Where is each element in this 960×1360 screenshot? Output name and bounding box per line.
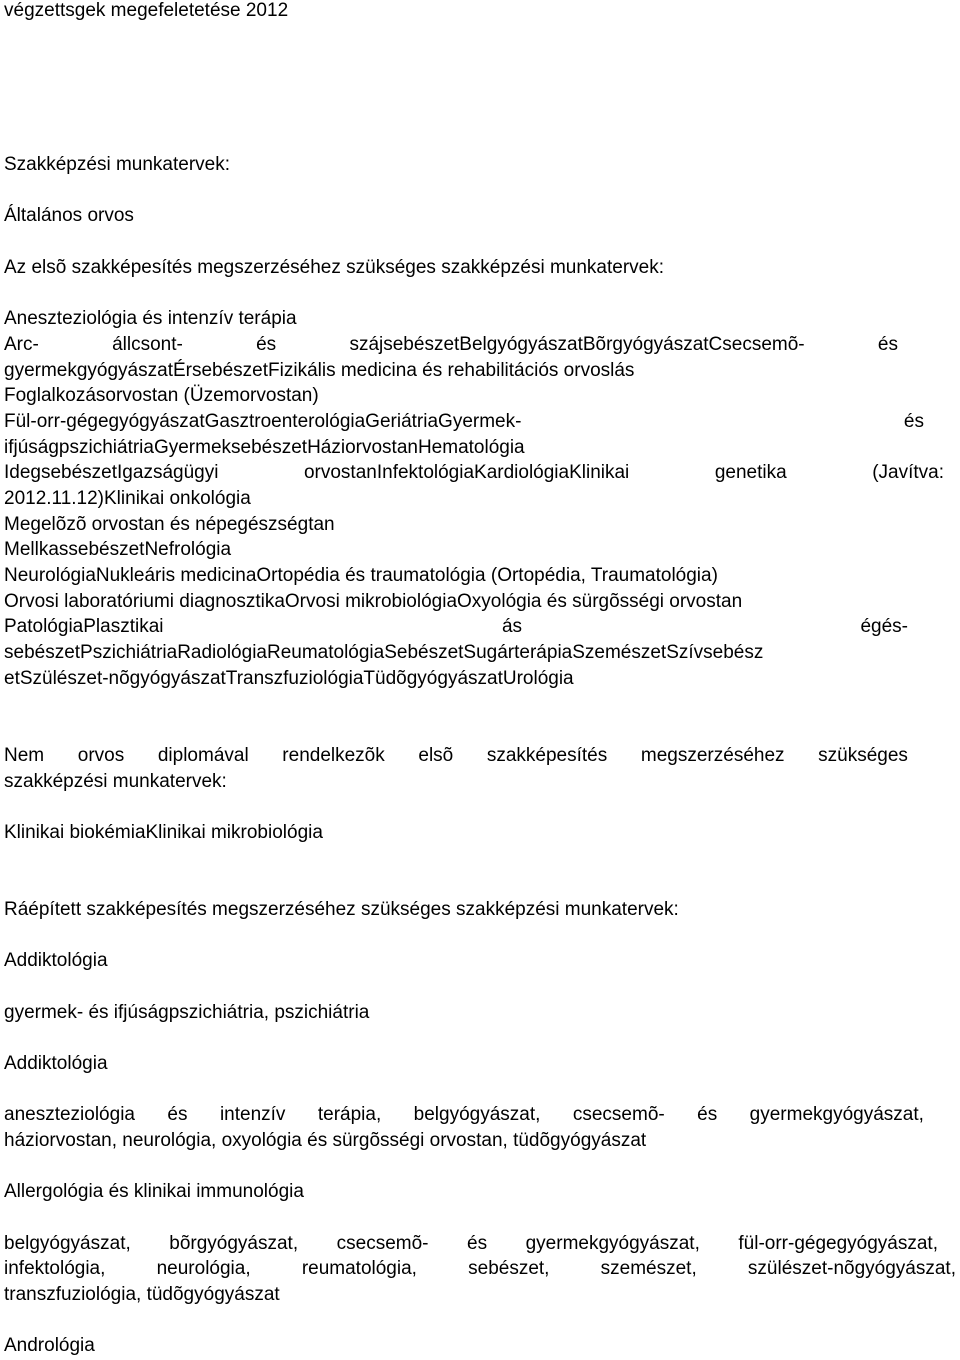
built-on-entry-title: Allergológia és klinikai immunológia <box>4 1181 304 1202</box>
word: orvostanInfektológiaKardiológiaKlinikai <box>303 462 630 483</box>
word: szájsebészetBelgyógyászatBõrgyógyászatCsecsemõ- <box>349 334 805 355</box>
word: belgyógyászat, <box>4 1233 131 1254</box>
word: bõrgyógyászat, <box>169 1233 299 1254</box>
specialty-line: gyermekgyógyászatÉrsebészetFizikális medicina és rehabilitációs orvoslás <box>4 360 635 381</box>
word: és <box>697 1104 718 1125</box>
word: intenzív <box>219 1104 286 1125</box>
word: megszerzéséhez <box>640 745 785 766</box>
word: Nem <box>4 745 45 766</box>
word: és <box>467 1233 488 1254</box>
word: Fül-orr-gégegyógyászatGasztroenterológiaGeriátriaGyermek- <box>4 411 522 432</box>
word: gyermekgyógyászat, <box>525 1233 700 1254</box>
specialty-line: Orvosi laboratóriumi diagnosztikaOrvosi mikrobiológiaOxyológia és sürgõsségi orvostan <box>4 591 743 612</box>
built-on-entry-prereq-justified <box>4 1104 924 1126</box>
word: infektológia, <box>4 1258 106 1279</box>
word: és <box>903 411 924 432</box>
built-on-entry-prereq: háziorvostan, neurológia, oxyológia és sürgõsségi orvostan, tüdõgyógyászat <box>4 1130 647 1151</box>
specialty-line: etSzülészet-nõgyógyászatTranszfuziológiaTüdõgyógyászatUrológia <box>4 668 574 689</box>
specialty-line: 2012.11.12)Klinikai onkológia <box>4 488 251 509</box>
specialty-line: MellkassebészetNefrológia <box>4 539 232 560</box>
word: sebészet, <box>468 1258 550 1279</box>
non-doctor-heading-line <box>4 745 908 767</box>
word: ás <box>501 616 523 637</box>
word: szükséges <box>818 745 908 766</box>
specialty-justified-line <box>4 616 908 638</box>
word: PatológiaPlasztikai <box>4 616 164 637</box>
built-on-entry-title: Addiktológia <box>4 950 108 971</box>
specialty-line: Megelõzõ orvostan és népegészségtan <box>4 514 335 535</box>
word: terápia, <box>317 1104 382 1125</box>
specialty-justified-line <box>4 411 924 433</box>
document-header: végzettsgek megefeletetése 2012 <box>4 0 289 21</box>
word: csecsemõ- <box>572 1104 665 1125</box>
word: gyermekgyógyászat, <box>749 1104 924 1125</box>
word: szülészet-nõgyógyászat, <box>747 1258 956 1279</box>
word: Arc- <box>4 334 39 355</box>
word: szakképesítés <box>486 745 608 766</box>
specialty-line: NeurológiaNukleáris medicinaOrtopédia és traumatológia (Ortopédia, Traumatológia) <box>4 565 718 586</box>
word: aneszteziológia <box>4 1104 135 1125</box>
word: és <box>167 1104 188 1125</box>
word: (Javítva: <box>872 462 944 483</box>
subheading-general-doctor: Általános orvos <box>4 205 134 226</box>
built-on-heading: Ráépített szakképesítés megszerzéséhez szükséges szakképzési munkatervek: <box>4 899 679 920</box>
word: neurológia, <box>156 1258 251 1279</box>
word: elsõ <box>418 745 454 766</box>
built-on-entry-prereq-justified <box>4 1233 938 1255</box>
section-intro: Az elsõ szakképesítés megszerzéséhez szükséges szakképzési munkatervek: <box>4 257 665 278</box>
word: égés- <box>860 616 908 637</box>
specialty-line: Aneszteziológia és intenzív terápia <box>4 308 297 329</box>
word: fül-orr-gégegyógyászat, <box>738 1233 938 1254</box>
specialty-line: Foglalkozásorvostan (Üzemorvostan) <box>4 385 319 406</box>
word: IdegsebészetIgazságügyi <box>4 462 219 483</box>
built-on-entry-title: Addiktológia <box>4 1053 108 1074</box>
word: diplomával <box>157 745 249 766</box>
word: orvos <box>77 745 125 766</box>
specialty-justified-line <box>4 462 944 484</box>
specialty-line: ifjúságpszichiátriaGyermeksebészetHáziorvostanHematológia <box>4 437 525 458</box>
word: csecsemõ- <box>336 1233 429 1254</box>
built-on-entry-prereq-justified <box>4 1258 956 1280</box>
word: belgyógyászat, <box>413 1104 541 1125</box>
specialty-line: sebészetPszichiátriaRadiológiaReumatológiaSebészetSugárterápiaSzemészetSzívsebész <box>4 642 764 663</box>
section-heading: Szakképzési munkatervek: <box>4 154 230 175</box>
word: genetika <box>714 462 787 483</box>
word: és <box>877 334 898 355</box>
built-on-entry-title: Andrológia <box>4 1335 95 1356</box>
built-on-entry-prereq: gyermek- és ifjúságpszichiátria, pszichiátria <box>4 1002 370 1023</box>
built-on-entry-prereq: transzfuziológia, tüdõgyógyászat <box>4 1284 280 1305</box>
word: rendelkezõk <box>282 745 385 766</box>
word: reumatológia, <box>301 1258 417 1279</box>
non-doctor-heading-continued: szakképzési munkatervek: <box>4 771 227 792</box>
word: és <box>256 334 277 355</box>
specialty-justified-line <box>4 334 898 356</box>
word: állcsont- <box>112 334 183 355</box>
word: szemészet, <box>600 1258 697 1279</box>
non-doctor-specialties: Klinikai biokémiaKlinikai mikrobiológia <box>4 822 323 843</box>
